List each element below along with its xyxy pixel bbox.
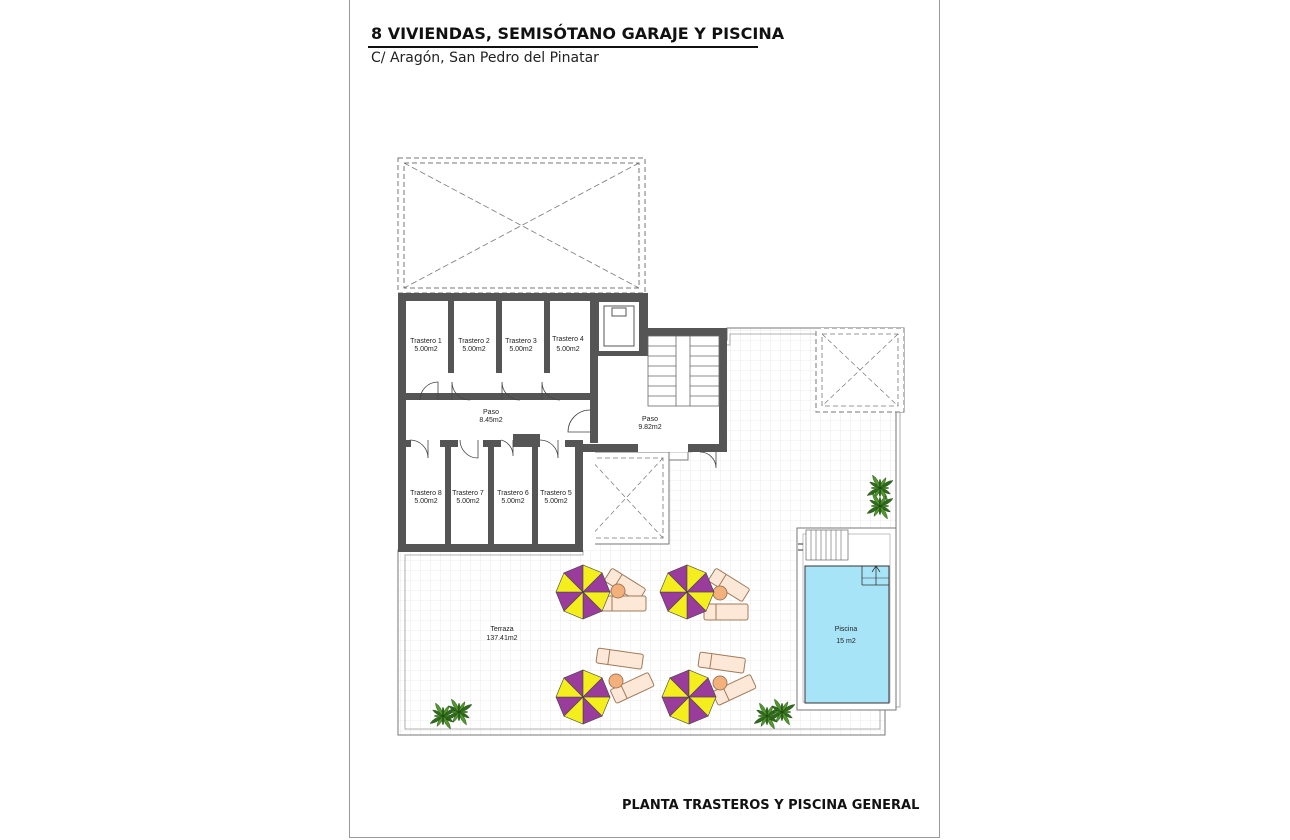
trastero-6-area: 5.00m2 — [501, 498, 525, 505]
paso-1-area: 8.45m2 — [479, 417, 503, 424]
trastero-6-name: Trastero 6 — [497, 490, 529, 497]
trastero-5-area: 5.00m2 — [544, 498, 568, 505]
paso-2-area: 9.82m2 — [638, 424, 662, 431]
piscina-name: Piscina — [834, 626, 858, 633]
paso-1-name: Paso — [483, 409, 499, 416]
trastero-5-name: Trastero 5 — [540, 490, 572, 497]
trastero-8-area: 5.00m2 — [414, 498, 438, 505]
trastero-7-area: 5.00m2 — [456, 498, 480, 505]
pool-deck — [797, 528, 896, 710]
trastero-3-name: Trastero 3 — [505, 338, 537, 345]
trastero-1-area: 5.00m2 — [414, 346, 438, 353]
piscina-area: 15 m2 — [836, 638, 856, 645]
umbrella — [556, 670, 610, 724]
plan-caption: PLANTA TRASTEROS Y PISCINA GENERAL — [622, 798, 920, 813]
umbrella — [556, 565, 610, 619]
terraza-name: Terraza — [490, 626, 514, 633]
paso-2-name: Paso — [642, 416, 658, 423]
trastero-4-area: 5.00m2 — [556, 346, 580, 353]
trastero-2-area: 5.00m2 — [462, 346, 486, 353]
trastero-7-name: Trastero 7 — [452, 490, 484, 497]
trastero-3-area: 5.00m2 — [509, 346, 533, 353]
umbrella — [662, 670, 716, 724]
project-address: C/ Aragón, San Pedro del Pinatar — [371, 50, 599, 66]
trastero-2-name: Trastero 2 — [458, 338, 490, 345]
trastero-8-name: Trastero 8 — [410, 490, 442, 497]
umbrella — [660, 565, 714, 619]
upper-void-projection — [398, 158, 645, 293]
terraza-area: 137.41m2 — [486, 635, 518, 642]
trastero-4-name: Trastero 4 — [552, 336, 584, 343]
trastero-1-name: Trastero 1 — [410, 338, 442, 345]
void-center — [583, 452, 669, 544]
void-right — [816, 328, 904, 412]
project-title: 8 VIVIENDAS, SEMISÓTANO GARAJE Y PISCINA — [371, 24, 785, 43]
elevator-shaft — [598, 301, 640, 352]
